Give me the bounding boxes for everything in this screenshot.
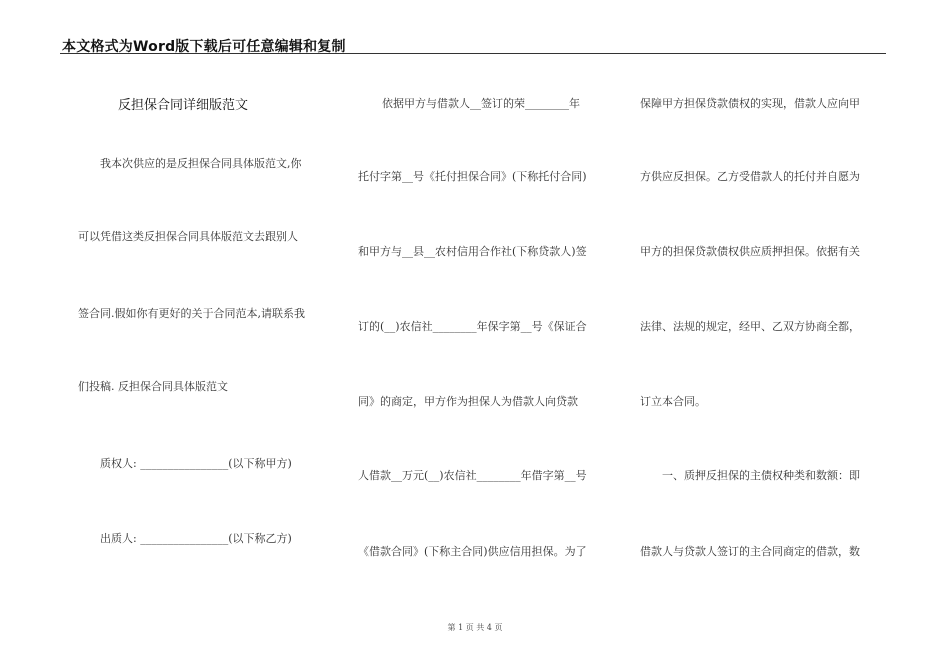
column2-line-1: 依据甲方与借款人__签订的荣________年 <box>382 97 580 110</box>
column1-line-3: 签合同.假如你有更好的关于合同范本,请联系我 <box>78 307 305 320</box>
column1-line-5: 质权人: ________________(以下称甲方) <box>100 457 292 470</box>
column1-line-1: 我本次供应的是反担保合同具体版范文,你 <box>100 157 302 170</box>
column1-line-4: 们投稿. 反担保合同具体版范文 <box>78 380 228 393</box>
document-title: 反担保合同详细版范文 <box>118 98 249 113</box>
column3-line-4: 法律、法规的规定，经甲、乙双方协商全都， <box>640 320 860 333</box>
page-number: 第 1 页 共 4 页 <box>447 623 503 632</box>
column2-line-7: 《借款合同》(下称主合同)供应信用担保。为了 <box>358 545 587 558</box>
column1-line-2: 可以凭借这类反担保合同具体版范文去跟别人 <box>78 230 298 243</box>
column1-line-6: 出质人: ________________(以下称乙方) <box>100 532 292 545</box>
column2-line-3: 和甲方与__县__农村信用合作社(下称贷款人)签 <box>358 245 587 258</box>
column2-line-2: 托付字第__号《托付担保合同》(下称托付合同) <box>358 170 587 183</box>
column3-line-3: 甲方的担保贷款债权供应质押担保。依据有关 <box>640 245 860 258</box>
banner-divider <box>60 53 886 54</box>
column3-line-7: 借款人与贷款人签订的主合同商定的借款，数 <box>640 545 860 558</box>
column2-line-5: 同》的商定，甲方作为担保人为借款人向贷款 <box>358 395 578 408</box>
column3-line-6: 一、质押反担保的主债权种类和数额：即 <box>662 469 860 482</box>
document-banner: 本文格式为Word版下载后可任意编辑和复制 <box>62 39 346 55</box>
column3-line-1: 保障甲方担保贷款债权的实现，借款人应向甲 <box>640 97 860 110</box>
column2-line-4: 订的(__)农信社________年保字第__号《保证合 <box>358 320 587 333</box>
column3-line-5: 订立本合同。 <box>640 395 706 408</box>
column3-line-2: 方供应反担保。乙方受借款人的托付并自愿为 <box>640 170 860 183</box>
column2-line-6: 人借款__万元(__)农信社________年借字第__号 <box>358 469 587 482</box>
